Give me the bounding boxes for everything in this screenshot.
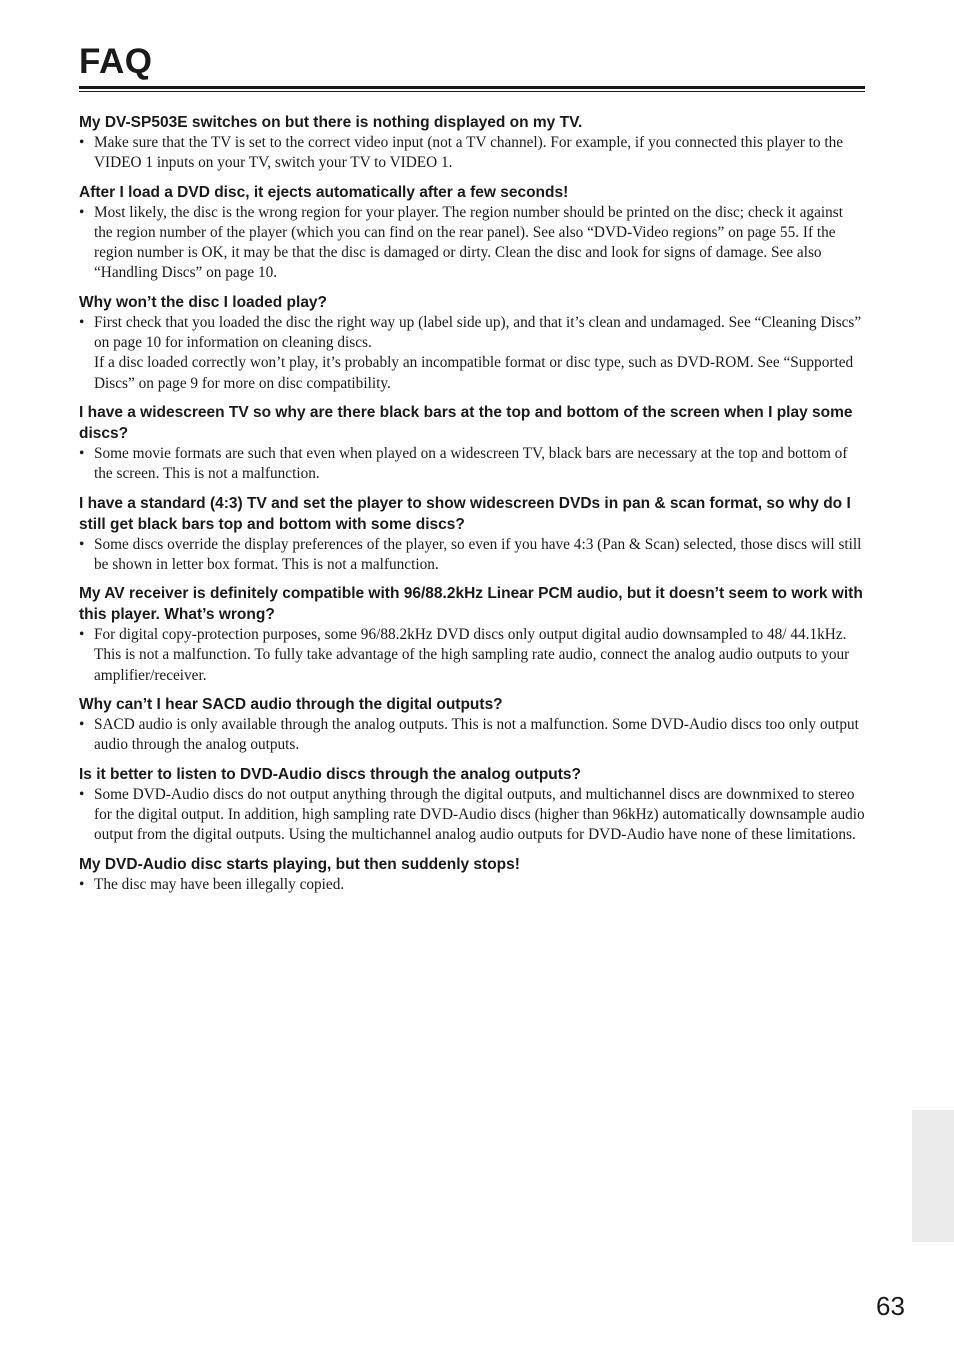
answer-text: Some discs override the display preferences of the player, so even if you have 4:3 (Pan & Scan) selected, those discs will still be shown in letter box format. This is not a malfunction. bbox=[94, 535, 862, 573]
bullet-icon: • bbox=[79, 203, 85, 221]
side-thumb-tab bbox=[912, 1110, 954, 1242]
bullet-icon: • bbox=[79, 444, 85, 462]
faq-answer bbox=[79, 133, 865, 174]
bullet-icon: • bbox=[79, 313, 85, 331]
faq-answer bbox=[79, 444, 865, 485]
faq-item bbox=[79, 583, 865, 686]
faq-answer bbox=[79, 535, 865, 576]
page-number: 63 bbox=[876, 1291, 905, 1321]
bullet-icon: • bbox=[79, 535, 85, 553]
answer-text: For digital copy-protection purposes, some 96/88.2kHz DVD discs only output digital audio downsampled to 48/ 44.1kHz. This is not a malfunction. To fully take advantage of the high sampling rate audio, connect the analog audio outputs to your amplifier/receiver. bbox=[94, 626, 850, 684]
faq-answer bbox=[79, 875, 865, 895]
faq-question: My AV receiver is definitely compatible with 96/88.2kHz Linear PCM audio, but it doesn’t seem to work with this player. What’s wrong? bbox=[79, 585, 863, 624]
bullet-icon: • bbox=[79, 626, 85, 644]
faq-question: Why won’t the disc I loaded play? bbox=[79, 293, 328, 311]
faq-item bbox=[79, 112, 865, 174]
faq-answer bbox=[79, 715, 865, 756]
faq-question: I have a standard (4:3) TV and set the player to show widescreen DVDs in pan & scan format, so why do I still get black bars top and bottom with some discs? bbox=[79, 494, 851, 533]
bullet-icon: • bbox=[79, 134, 85, 151]
answer-text: Some DVD-Audio discs do not output anything through the digital outputs, and multichannel discs are downmixed to stereo for the digital output. In addition, high sampling rate DVD-Audio discs (higher than 96kHz) automatically downsample audio output from the digital outputs. Using the multichannel analog audio outputs for DVD-Audio have none of these limitations. bbox=[94, 785, 865, 844]
title-rule-thick bbox=[79, 86, 865, 89]
answer-text: Most likely, the disc is the wrong region for your player. The region number should be printed on the disc; check it against the region number of the player (which you can find on the rear panel). See also “DVD-Video regions” on page 55. If the region number is OK, it may be that the disc is damaged or dirty. Clean the disc and look for signs of damage. See also “Handling Discs” on page 10. bbox=[94, 203, 843, 282]
faq-item bbox=[79, 854, 865, 895]
faq-answer bbox=[79, 313, 865, 394]
answer-text: First check that you loaded the disc the right way up (label side up), and that it’s clean and undamaged. See “Cleaning Discs” on page 10 for information on cleaning discs. bbox=[94, 313, 862, 352]
faq-item bbox=[79, 694, 865, 756]
faq-question: I have a widescreen TV so why are there black bars at the top and bottom of the screen when I play some discs? bbox=[79, 403, 853, 442]
answer-text: SACD audio is only available through the analog outputs. This is not a malfunction. Some DVD-Audio discs too only output audio through the analog outputs. bbox=[94, 716, 859, 754]
faq-item bbox=[79, 292, 865, 394]
answer-text: The disc may have been illegally copied. bbox=[94, 875, 345, 893]
faq-answer bbox=[79, 625, 865, 686]
faq-answer bbox=[79, 785, 865, 846]
faq-item bbox=[79, 493, 865, 576]
answer-text: If a disc loaded correctly won’t play, it’s probably an incompatible format or disc type, such as DVD-ROM. See “Supported Discs” on page 9 for more on disc compatibility. bbox=[94, 354, 854, 392]
faq-question: Why can’t I hear SACD audio through the digital outputs? bbox=[79, 696, 503, 714]
faq-answer bbox=[79, 203, 865, 284]
bullet-icon: • bbox=[79, 785, 85, 803]
faq-question: After I load a DVD disc, it ejects automatically after a few seconds! bbox=[79, 183, 569, 201]
faq-question: My DVD-Audio disc starts playing, but then suddenly stops! bbox=[79, 855, 520, 873]
bullet-icon: • bbox=[79, 716, 85, 734]
faq-item bbox=[79, 764, 865, 846]
answer-text: Make sure that the TV is set to the correct video input (not a TV channel). For example, if you connected this player to the VIDEO 1 inputs on your TV, switch your TV to VIDEO 1. bbox=[94, 134, 844, 172]
bullet-icon: • bbox=[79, 875, 85, 893]
title-rule-thin bbox=[79, 91, 865, 92]
page-title: FAQ bbox=[79, 42, 153, 81]
faq-item bbox=[79, 182, 865, 284]
faq-item bbox=[79, 402, 865, 485]
faq-question: My DV-SP503E switches on but there is nothing displayed on my TV. bbox=[79, 114, 583, 131]
faq-question: Is it better to listen to DVD-Audio discs through the analog outputs? bbox=[79, 765, 582, 783]
answer-text: Some movie formats are such that even when played on a widescreen TV, black bars are necessary at the top and bottom of the screen. This is not a malfunction. bbox=[94, 444, 848, 483]
faq-list bbox=[79, 112, 865, 903]
